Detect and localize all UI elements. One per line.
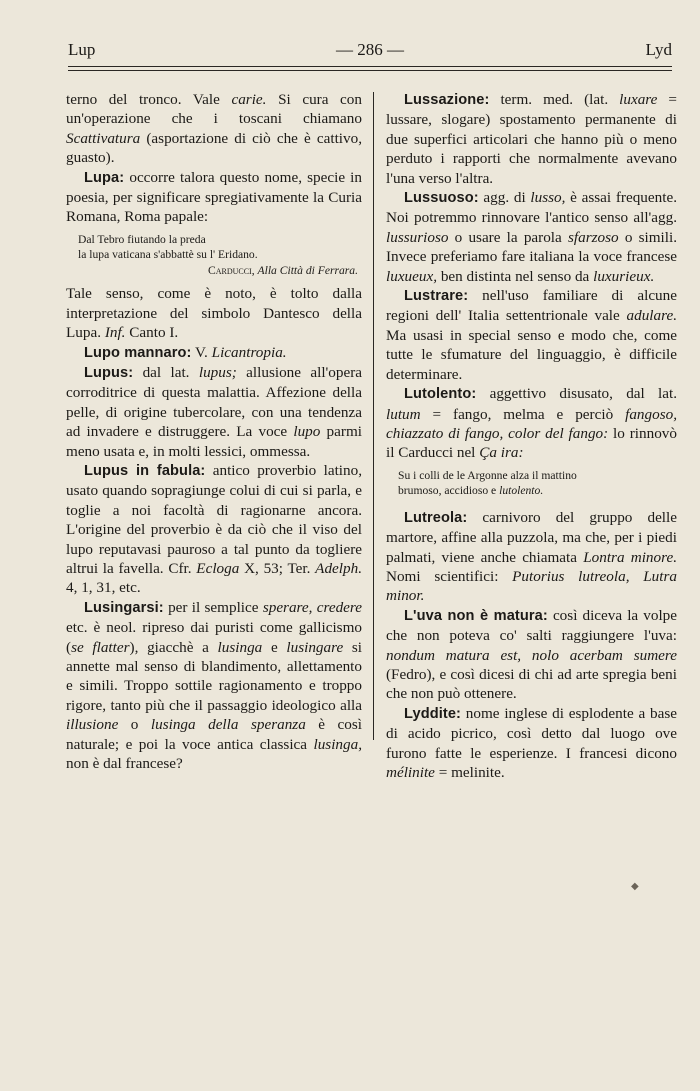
text-run: Canto I. (125, 324, 179, 342)
headword: L'uva non è matura: (404, 607, 548, 624)
text-run: si annette mal senso di blandimento, allettamento e simili. Troppo sottile ragionamento e troppo rigore, tanto più che il passaggio ideologico alla (66, 638, 363, 714)
text-run: carnivoro del gruppo delle martore, affine alla puzzola, ma che, per i piedi palmati, viene anche chiamata (386, 508, 677, 566)
italic-run: luxare (619, 91, 658, 108)
entry-continuation (66, 90, 362, 168)
italic-run: Scattivatura (66, 129, 141, 147)
entry-lutolento (386, 384, 677, 463)
headword: Lutolento: (404, 386, 477, 403)
italic-run: se flatter (71, 638, 130, 656)
headword: Lusingarsi: (84, 599, 164, 616)
text-run: etc. è neol. ripreso dai puristi come gallicismo ( (66, 619, 362, 656)
text-run: terno del tronco. Vale (66, 91, 232, 108)
headword: Lussuoso: (404, 190, 479, 207)
headword: Lustrare: (404, 288, 469, 305)
quote-work: Alla Città di Ferrara. (257, 263, 358, 277)
text-run: Nomi scientifici: (386, 567, 513, 585)
entry-luva-non-e-matura (386, 606, 677, 704)
header-right-guideword: Lyd (645, 40, 672, 59)
text-run: allusione all'opera corroditrice di questa malattia. Affezione della pelle, di origine tubercolare, con una tendenza ad invadere e distruggere. La voce (66, 363, 363, 441)
italic-run: Ecloga (196, 560, 240, 578)
entry-lupus-in-fabula (66, 461, 362, 598)
italic-run: lupus; (198, 363, 237, 381)
text-run: è assai frequente. Noi potremmo rinnovare l'antico senso all'agg. (386, 189, 677, 227)
verse-italic-word: lutolento. (499, 484, 544, 498)
italic-run: Licantropia. (211, 343, 287, 361)
text-run: term. med. (lat. (489, 91, 620, 108)
italic-run: Ça ira: (479, 444, 524, 462)
entry-lustrare (386, 286, 677, 384)
text-run: antico proverbio latino, usato quando sopragiunge colui di cui si parla, e toglie a noi facoltà di ragionarne ancora. L'origine del proverbio è da ciò che il viso del lupo reputavasi pauroso a tal punto da togliere altrui la favella. Cfr. (66, 462, 362, 578)
column-divider (373, 92, 374, 740)
italic-run: mélinite (386, 764, 435, 781)
italic-run: lutum (386, 405, 421, 423)
headword: Lyddite: (404, 705, 462, 722)
text-run: nell'uso familiare di alcune regioni dell' Italia settentrionale vale (386, 287, 677, 325)
entry-lussazione (386, 90, 677, 188)
text-run: = lussare, slogare) spostamento permanente di due superfici articolari che hanno più o meno perduto i rapporti che normalmente avevano l'una verso l'altra. (386, 91, 677, 187)
italic-run: fangoso, chiazzato di fango, color del fango: (386, 405, 677, 442)
text-run: ben distinta nel senso da (437, 267, 594, 285)
headword: Lutreola: (404, 509, 468, 526)
italic-run: illusione (66, 716, 119, 734)
italic-run: lussurioso (386, 228, 449, 246)
page-speck: ◆ (631, 881, 639, 892)
entry-lusingarsi (66, 598, 362, 774)
text-run: = melinite. (434, 764, 505, 781)
entry-lupus (66, 363, 362, 461)
italic-run: Inf. (104, 324, 126, 342)
italic-run: lusso, (530, 189, 566, 207)
italic-run: luxurieux. (593, 267, 655, 285)
text-run: (Fedro), e così dicesi di chi ad arte spregia beni che non può ottenere. (386, 665, 677, 703)
text-run: ), giacchè a (129, 638, 218, 656)
verse-line: Dal Tebro fiutando la preda (78, 232, 206, 246)
italic-run: lusinga, (313, 735, 362, 753)
headword: Lupus: (84, 364, 134, 381)
italic-run: Putorius lutreola, Lutra minor. (386, 567, 677, 605)
text-run: o usare la parola (448, 228, 568, 246)
entry-lutreola (386, 508, 677, 606)
page-number: — 286 — (336, 40, 404, 59)
text-run: = fango, melma e perciò (420, 405, 626, 423)
text-run: V. (191, 343, 212, 361)
text-run: Ma usasi in special senso e modo che, come tutte le sfumature del linguaggio, è difficile determinare. (386, 326, 677, 383)
verse-line: la lupa vaticana s'abbattè su l' Eridano. (78, 248, 258, 262)
verse-line: brumoso, accidioso e lutolento. (398, 484, 544, 498)
entry-lyddite (386, 704, 677, 783)
text-run: Tale senso, come è noto, è tolto dalla interpretazione del simbolo Dantesco della Lupa. (66, 285, 362, 342)
text-run: e (262, 638, 287, 656)
headword: Lupo mannaro: (84, 344, 192, 361)
italic-run: Lontra minore. (583, 548, 677, 566)
text-run: X, 53; Ter. (239, 560, 316, 578)
italic-run: sperare, credere (262, 598, 363, 616)
text-run: parmi meno usata e, in molti lessici, ommessa. (66, 423, 362, 460)
entry-lupa (66, 168, 362, 227)
header-left-guideword: Lup (68, 40, 96, 59)
italic-run: lupo (293, 423, 321, 441)
headword: Lussazione: (404, 92, 490, 108)
text-run: agg. di (478, 189, 531, 207)
italic-run: luxueux, (386, 267, 438, 285)
italic-run: nondum matura est, nolo acerbam sumere (386, 646, 677, 664)
headword: Lupus in fabula: (84, 463, 206, 479)
entry-lupo-mannaro (66, 343, 362, 363)
italic-run: Adelph. (315, 560, 362, 578)
italic-run: adulare. (626, 307, 677, 325)
running-header (68, 40, 672, 64)
text-run: non è dal francese? (66, 755, 183, 773)
verse-quote (78, 232, 362, 279)
italic-run: lusinga (217, 638, 263, 656)
italic-run: lusingare (286, 638, 344, 656)
verse-quote (398, 468, 677, 499)
text-run: occorre talora questo nome, specie in poesia, per significare spregiativamente la Curia Romana, Roma papale: (66, 168, 362, 226)
text-run: o (118, 716, 151, 734)
headword: Lupa: (84, 169, 125, 186)
text-run: 4, 1, 31, etc. (66, 579, 141, 597)
verse-line: Su i colli de le Argonne alza il mattino (398, 468, 577, 482)
text-run: così diceva la volpe che non poteva co' salti raggiungere l'uva: (386, 606, 678, 645)
text-run: o simili. Invece preferiamo fare italiana la voce francese (386, 228, 677, 266)
quote-author: Carducci, (207, 263, 255, 277)
italic-run: sfarzoso (567, 228, 619, 246)
left-column (66, 90, 362, 774)
italic-run: carie. (231, 91, 267, 108)
text-run: Si cura con un'operazione che i toscani chiamano (66, 91, 362, 128)
text-run: aggettivo disusato, dal lat. (476, 385, 677, 403)
italic-run: lusinga della speranza (150, 716, 306, 734)
header-rule-top (68, 66, 672, 67)
entry-lupa-continued (66, 284, 362, 342)
text-run: nome inglese di esplodente a base di acido picrico, così detto dal luogo ove furono fatte le esperienze. I francesi dicono (386, 704, 677, 762)
right-column (386, 90, 677, 782)
header-rule-bottom (68, 70, 672, 71)
entry-lussuoso (386, 188, 677, 286)
text-run: dal lat. (133, 363, 199, 381)
text-run: lo rinnovò il Carducci nel (386, 424, 677, 462)
text-run: (asportazione di ciò che è cattivo, guasto). (66, 129, 362, 167)
text-run: è così naturale; e poi la voce antica classica (66, 716, 362, 753)
quote-source (78, 263, 362, 279)
text-run: per il semplice (163, 598, 263, 616)
